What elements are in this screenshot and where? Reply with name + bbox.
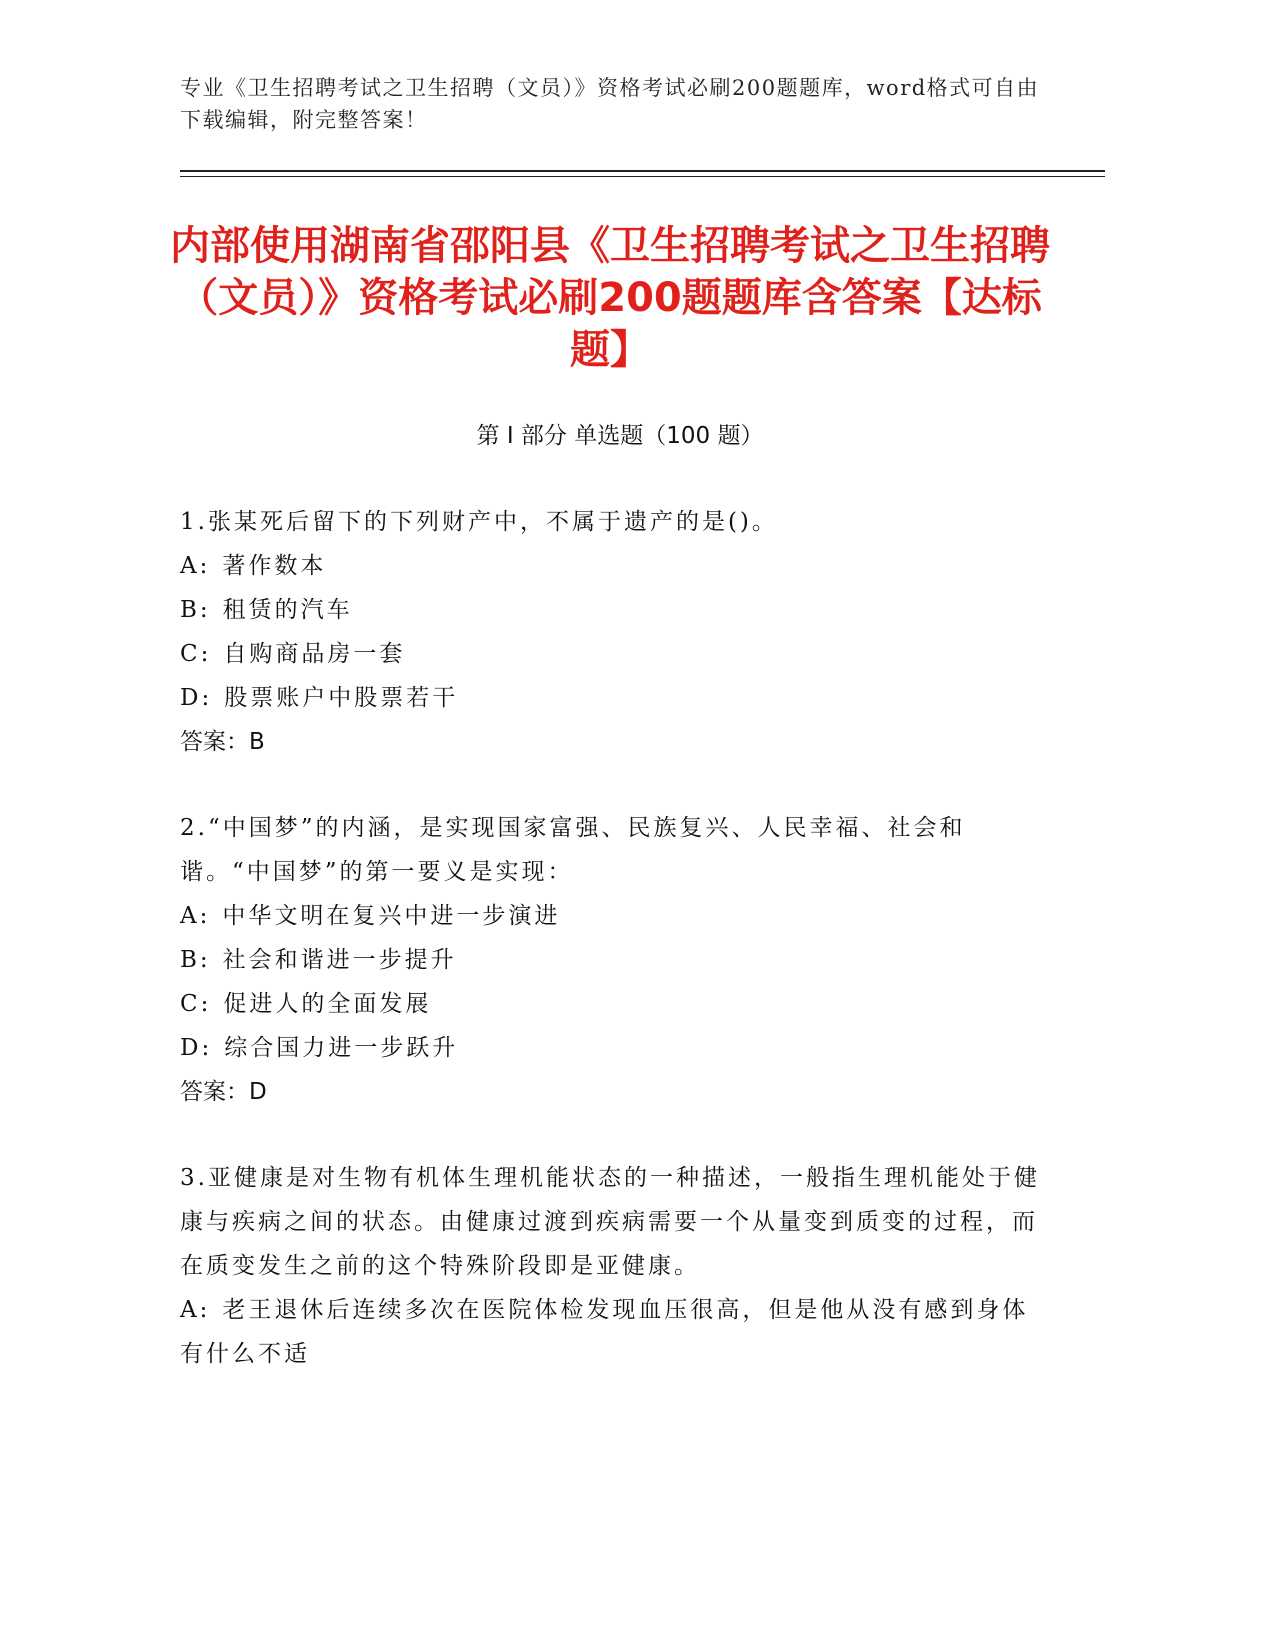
answer: 答案：D <box>180 1079 267 1105</box>
header-divider-thin <box>180 176 1105 177</box>
option-text: 著作数本 <box>222 553 327 579</box>
option-text: 自购商品房一套 <box>223 641 406 667</box>
section-title: 第 I 部分 单选题（100 题） <box>476 423 764 449</box>
option-letter: A: <box>180 553 211 579</box>
option-letter: A: <box>180 1297 211 1323</box>
option-a <box>180 544 1040 588</box>
option-letter: D: <box>180 685 213 711</box>
option-text: 老王退休后连续多次在医院体检发现血压很高，但是他从没有感到身体有什么不适 <box>180 1297 1029 1367</box>
option-letter: B: <box>180 597 211 623</box>
option-b <box>180 938 1040 982</box>
document-title: 内部使用湖南省邵阳县《卫生招聘考试之卫生招聘（文员）》资格考试必刷200题题库含答案【达标题】 <box>170 223 1050 373</box>
header-divider-thick <box>180 170 1105 172</box>
option-letter: C: <box>180 641 212 667</box>
question-list <box>180 500 1040 1418</box>
question-text: 3.亚健康是对生物有机体生理机能状态的一种描述，一般指生理机能处于健康与疾病之间的状态。由健康过渡到疾病需要一个从量变到质变的过程，而在质变发生之前的这个特殊阶段即是亚健康。 <box>180 1165 1040 1279</box>
option-letter: B: <box>180 947 211 973</box>
option-a <box>180 894 1040 938</box>
question-text: 1.张某死后留下的下列财产中，不属于遗产的是()。 <box>180 509 778 535</box>
option-b <box>180 588 1040 632</box>
option-a <box>180 1288 1040 1376</box>
option-d <box>180 676 1040 720</box>
option-text: 综合国力进一步跃升 <box>224 1035 459 1061</box>
option-d <box>180 1026 1040 1070</box>
option-c <box>180 632 1040 676</box>
question-text: 2.“中国梦”的内涵，是实现国家富强、民族复兴、人民幸福、社会和谐。“中国梦”的第一要义是实现： <box>180 815 966 885</box>
option-letter: A: <box>180 903 211 929</box>
header-note: 专业《卫生招聘考试之卫生招聘（文员）》资格考试必刷200题题库，word格式可自由下载编辑，附完整答案！ <box>180 76 1040 132</box>
option-c <box>180 982 1040 1026</box>
question-2 <box>180 806 1040 1114</box>
option-text: 社会和谐进一步提升 <box>222 947 457 973</box>
question-3 <box>180 1156 1040 1376</box>
option-text: 股票账户中股票若干 <box>224 685 459 711</box>
option-text: 租赁的汽车 <box>222 597 353 623</box>
option-text: 中华文明在复兴中进一步演进 <box>222 903 561 929</box>
option-letter: D: <box>180 1035 213 1061</box>
option-text: 促进人的全面发展 <box>223 991 432 1017</box>
option-letter: C: <box>180 991 212 1017</box>
question-1 <box>180 500 1040 764</box>
answer: 答案：B <box>180 729 265 755</box>
